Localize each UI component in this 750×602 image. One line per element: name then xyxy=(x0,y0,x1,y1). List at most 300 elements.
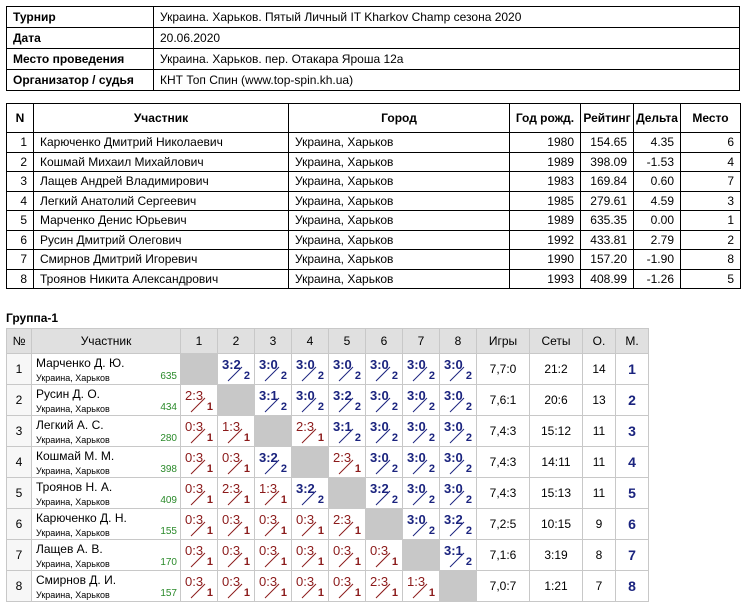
match-points: 1 xyxy=(354,587,361,599)
match-result-cell xyxy=(218,540,255,571)
participant-city: Украина, Харьков xyxy=(289,172,510,192)
match-set-score: 3:1 xyxy=(333,419,352,434)
match-set-score: 3:0 xyxy=(370,419,389,434)
match-set-score: 0:3 xyxy=(259,543,278,558)
participant-city: Украина, Харьков xyxy=(289,269,510,289)
match-result-cell xyxy=(403,354,440,385)
match-result-cell xyxy=(366,571,403,602)
match-result-cell xyxy=(218,447,255,478)
match-points: 2 xyxy=(391,432,398,444)
match-points: 1 xyxy=(391,556,398,568)
group-header-11: Сеты xyxy=(530,329,583,354)
participant-rating: 169.84 xyxy=(581,172,634,192)
match-points: 2 xyxy=(354,432,361,444)
diagonal-cell xyxy=(440,571,477,602)
group-points: 11 xyxy=(583,478,616,509)
diagonal-cell xyxy=(366,509,403,540)
match-set-score: 3:0 xyxy=(407,357,426,372)
group-player-cell xyxy=(32,385,181,416)
group-points: 11 xyxy=(583,416,616,447)
participant-name: Марченко Денис Юрьевич xyxy=(34,211,289,231)
group-place: 5 xyxy=(616,478,649,509)
group-player-rating: 635 xyxy=(160,371,177,382)
match-result-cell xyxy=(181,447,218,478)
group-header-9: 8 xyxy=(440,329,477,354)
match-points: 1 xyxy=(428,587,435,599)
match-result-cell xyxy=(181,478,218,509)
participant-row xyxy=(7,250,741,270)
match-result-cell xyxy=(218,478,255,509)
group-player-name: Смирнов Д. И. xyxy=(36,573,117,587)
group-player-name: Карюченко Д. Н. xyxy=(36,511,127,525)
match-set-score: 3:1 xyxy=(444,543,463,558)
participant-name: Карюченко Дмитрий Николаевич xyxy=(34,133,289,153)
info-row xyxy=(7,49,740,70)
participant-row xyxy=(7,133,741,153)
match-set-score: 3:1 xyxy=(259,388,278,403)
match-score xyxy=(366,385,402,415)
match-set-score: 0:3 xyxy=(185,450,204,465)
header-rating: Рейтинг xyxy=(581,104,634,133)
match-points: 1 xyxy=(317,556,324,568)
match-points: 2 xyxy=(465,432,472,444)
match-result-cell xyxy=(440,354,477,385)
match-set-score: 0:3 xyxy=(185,543,204,558)
participant-row xyxy=(7,269,741,289)
match-set-score: 3:0 xyxy=(370,388,389,403)
match-points: 1 xyxy=(280,587,287,599)
match-result-cell xyxy=(403,571,440,602)
group-sets: 14:11 xyxy=(530,447,583,478)
match-points: 2 xyxy=(465,525,472,537)
match-score xyxy=(403,509,439,539)
participant-row xyxy=(7,230,741,250)
group-header-10: Игры xyxy=(477,329,530,354)
match-result-cell xyxy=(403,416,440,447)
match-score xyxy=(181,447,217,477)
group-sets: 20:6 xyxy=(530,385,583,416)
info-value: КНТ Топ Спин (www.top-spin.kh.ua) xyxy=(154,70,740,91)
group-player-city: Украина, Харьков xyxy=(36,590,110,600)
group-place: 1 xyxy=(616,354,649,385)
match-score xyxy=(440,447,476,477)
group-games: 7,7:0 xyxy=(477,354,530,385)
match-score xyxy=(255,571,291,601)
match-points: 2 xyxy=(391,494,398,506)
group-points: 13 xyxy=(583,385,616,416)
match-result-cell xyxy=(218,571,255,602)
info-value: Украина. Харьков. пер. Отакара Яроша 12а xyxy=(154,49,740,70)
participant-place: 3 xyxy=(681,191,741,211)
participant-delta: 2.79 xyxy=(634,230,681,250)
group-player-cell xyxy=(32,540,181,571)
group-games: 7,6:1 xyxy=(477,385,530,416)
match-result-cell xyxy=(403,447,440,478)
participant-delta: -1.26 xyxy=(634,269,681,289)
match-set-score: 0:3 xyxy=(222,512,241,527)
match-points: 2 xyxy=(317,401,324,413)
match-result-cell xyxy=(218,416,255,447)
group-games: 7,1:6 xyxy=(477,540,530,571)
match-points: 2 xyxy=(280,401,287,413)
match-score xyxy=(440,385,476,415)
participant-place: 7 xyxy=(681,172,741,192)
group-games: 7,4:3 xyxy=(477,447,530,478)
group-sets: 15:13 xyxy=(530,478,583,509)
match-points: 1 xyxy=(206,525,213,537)
participant-name: Смирнов Дмитрий Игоревич xyxy=(34,250,289,270)
participant-delta: 4.59 xyxy=(634,191,681,211)
match-set-score: 2:3 xyxy=(333,512,352,527)
match-set-score: 0:3 xyxy=(370,543,389,558)
match-set-score: 2:3 xyxy=(222,481,241,496)
match-set-score: 0:3 xyxy=(296,574,315,589)
match-result-cell xyxy=(366,354,403,385)
match-points: 1 xyxy=(206,463,213,475)
match-points: 1 xyxy=(280,494,287,506)
match-score xyxy=(440,478,476,508)
match-score xyxy=(403,385,439,415)
match-score xyxy=(403,416,439,446)
group-row xyxy=(7,416,649,447)
match-points: 2 xyxy=(391,370,398,382)
participant-place: 2 xyxy=(681,230,741,250)
group-player-city: Украина, Харьков xyxy=(36,435,110,445)
participant-name: Кошмай Михаил Михайлович xyxy=(34,152,289,172)
group-place: 4 xyxy=(616,447,649,478)
match-set-score: 3:2 xyxy=(333,388,352,403)
group-points: 14 xyxy=(583,354,616,385)
participant-delta: -1.90 xyxy=(634,250,681,270)
match-set-score: 3:0 xyxy=(333,357,352,372)
match-result-cell xyxy=(366,385,403,416)
participant-rating: 157.20 xyxy=(581,250,634,270)
match-set-score: 3:0 xyxy=(370,450,389,465)
match-score xyxy=(218,540,254,570)
group-row-number: 6 xyxy=(7,509,32,540)
group-header-5: 4 xyxy=(292,329,329,354)
group-player-rating: 280 xyxy=(160,433,177,444)
match-result-cell xyxy=(292,416,329,447)
match-result-cell xyxy=(440,416,477,447)
match-points: 2 xyxy=(465,556,472,568)
match-set-score: 3:2 xyxy=(370,481,389,496)
group-player-name: Легкий А. С. xyxy=(36,418,104,432)
match-points: 1 xyxy=(206,494,213,506)
participant-number: 8 xyxy=(7,269,34,289)
group-row-number: 1 xyxy=(7,354,32,385)
group-games: 7,0:7 xyxy=(477,571,530,602)
group-player-cell xyxy=(32,571,181,602)
match-points: 2 xyxy=(428,463,435,475)
participant-city: Украина, Харьков xyxy=(289,133,510,153)
group-row xyxy=(7,447,649,478)
match-score xyxy=(292,571,328,601)
match-score xyxy=(292,509,328,539)
group-header-6: 5 xyxy=(329,329,366,354)
info-row xyxy=(7,7,740,28)
info-value: Украина. Харьков. Пятый Личный IT Kharkov Champ сезона 2020 xyxy=(154,7,740,28)
group-header-row xyxy=(7,329,649,354)
participant-name: Троянов Никита Александрович xyxy=(34,269,289,289)
group-header-4: 3 xyxy=(255,329,292,354)
match-points: 2 xyxy=(428,432,435,444)
group-row xyxy=(7,509,649,540)
group-player-rating: 409 xyxy=(160,495,177,506)
group-row-number: 2 xyxy=(7,385,32,416)
match-points: 2 xyxy=(354,401,361,413)
group-header-1: Участник xyxy=(32,329,181,354)
match-result-cell xyxy=(292,354,329,385)
group-row xyxy=(7,354,649,385)
match-set-score: 3:0 xyxy=(407,512,426,527)
match-set-score: 3:0 xyxy=(407,419,426,434)
match-score xyxy=(366,571,402,601)
match-score xyxy=(366,540,402,570)
match-points: 2 xyxy=(317,494,324,506)
group-sets: 10:15 xyxy=(530,509,583,540)
participant-place: 4 xyxy=(681,152,741,172)
match-result-cell xyxy=(181,571,218,602)
participants-header-row xyxy=(7,104,741,133)
match-set-score: 0:3 xyxy=(185,419,204,434)
match-score xyxy=(292,354,328,384)
match-score xyxy=(181,416,217,446)
match-result-cell xyxy=(255,509,292,540)
diagonal-cell xyxy=(292,447,329,478)
group-player-cell xyxy=(32,354,181,385)
group-games: 7,4:3 xyxy=(477,478,530,509)
group-player-cell xyxy=(32,478,181,509)
diagonal-cell xyxy=(181,354,218,385)
info-label: Организатор / судья xyxy=(7,70,154,91)
match-result-cell xyxy=(329,354,366,385)
match-set-score: 0:3 xyxy=(185,574,204,589)
participant-city: Украина, Харьков xyxy=(289,191,510,211)
participant-city: Украина, Харьков xyxy=(289,250,510,270)
match-points: 2 xyxy=(391,401,398,413)
match-points: 2 xyxy=(465,494,472,506)
match-points: 2 xyxy=(317,370,324,382)
group-player-cell xyxy=(32,509,181,540)
match-set-score: 2:3 xyxy=(370,574,389,589)
match-points: 2 xyxy=(465,463,472,475)
match-points: 1 xyxy=(243,556,250,568)
match-points: 1 xyxy=(243,463,250,475)
match-result-cell xyxy=(255,354,292,385)
group-points: 11 xyxy=(583,447,616,478)
match-set-score: 3:0 xyxy=(444,357,463,372)
group-row xyxy=(7,478,649,509)
match-result-cell xyxy=(181,416,218,447)
group-player-city: Украина, Харьков xyxy=(36,466,110,476)
match-points: 2 xyxy=(354,370,361,382)
match-set-score: 1:3 xyxy=(222,419,241,434)
participant-birth-year: 1989 xyxy=(510,152,581,172)
match-result-cell xyxy=(440,385,477,416)
match-score xyxy=(329,509,365,539)
match-score xyxy=(181,540,217,570)
match-score xyxy=(329,447,365,477)
participant-birth-year: 1983 xyxy=(510,172,581,192)
match-set-score: 0:3 xyxy=(222,543,241,558)
match-result-cell xyxy=(218,354,255,385)
group-row-number: 4 xyxy=(7,447,32,478)
match-result-cell xyxy=(366,478,403,509)
group-points: 7 xyxy=(583,571,616,602)
group-points: 9 xyxy=(583,509,616,540)
group-header-2: 1 xyxy=(181,329,218,354)
match-set-score: 3:0 xyxy=(407,450,426,465)
header-participant: Участник xyxy=(34,104,289,133)
group-points: 8 xyxy=(583,540,616,571)
match-result-cell xyxy=(366,447,403,478)
group-player-rating: 398 xyxy=(160,464,177,475)
group-row xyxy=(7,385,649,416)
group-player-name: Лащев А. В. xyxy=(36,542,103,556)
group-row-number: 8 xyxy=(7,571,32,602)
header-city: Город xyxy=(289,104,510,133)
match-points: 1 xyxy=(354,525,361,537)
match-score xyxy=(440,540,476,570)
match-result-cell xyxy=(292,509,329,540)
group-player-name: Марченко Д. Ю. xyxy=(36,356,125,370)
group-header-0: № xyxy=(7,329,32,354)
match-points: 1 xyxy=(280,556,287,568)
group-place: 2 xyxy=(616,385,649,416)
tournament-info-table xyxy=(6,6,740,91)
participant-row xyxy=(7,152,741,172)
match-score xyxy=(292,540,328,570)
match-result-cell xyxy=(255,447,292,478)
group-place: 3 xyxy=(616,416,649,447)
group-player-rating: 434 xyxy=(160,402,177,413)
group-games: 7,2:5 xyxy=(477,509,530,540)
participant-row xyxy=(7,191,741,211)
match-score xyxy=(218,478,254,508)
participant-delta: 0.60 xyxy=(634,172,681,192)
match-points: 2 xyxy=(280,370,287,382)
match-set-score: 0:3 xyxy=(296,512,315,527)
match-points: 2 xyxy=(243,370,250,382)
participant-place: 1 xyxy=(681,211,741,231)
group-player-rating: 157 xyxy=(160,588,177,599)
info-row xyxy=(7,70,740,91)
group-player-name: Кошмай М. М. xyxy=(36,449,115,463)
match-score xyxy=(403,447,439,477)
match-points: 1 xyxy=(206,432,213,444)
participant-row xyxy=(7,211,741,231)
match-result-cell xyxy=(218,509,255,540)
match-set-score: 3:0 xyxy=(407,481,426,496)
match-result-cell xyxy=(440,509,477,540)
match-score xyxy=(329,354,365,384)
header-birth-year: Год рожд. xyxy=(510,104,581,133)
match-points: 1 xyxy=(243,494,250,506)
match-score xyxy=(366,447,402,477)
participant-number: 5 xyxy=(7,211,34,231)
match-result-cell xyxy=(403,385,440,416)
participant-number: 4 xyxy=(7,191,34,211)
group-player-city: Украина, Харьков xyxy=(36,497,110,507)
match-points: 2 xyxy=(428,401,435,413)
match-score xyxy=(255,509,291,539)
match-result-cell xyxy=(440,447,477,478)
match-result-cell xyxy=(181,385,218,416)
match-set-score: 3:0 xyxy=(407,388,426,403)
participant-birth-year: 1985 xyxy=(510,191,581,211)
match-set-score: 0:3 xyxy=(259,574,278,589)
match-points: 1 xyxy=(206,587,213,599)
participant-number: 3 xyxy=(7,172,34,192)
match-result-cell xyxy=(329,447,366,478)
match-set-score: 3:2 xyxy=(296,481,315,496)
match-score xyxy=(366,478,402,508)
match-points: 2 xyxy=(280,463,287,475)
participant-number: 6 xyxy=(7,230,34,250)
match-result-cell xyxy=(181,509,218,540)
info-label: Дата xyxy=(7,28,154,49)
group-row xyxy=(7,540,649,571)
match-set-score: 1:3 xyxy=(407,574,426,589)
match-score xyxy=(366,416,402,446)
match-points: 2 xyxy=(465,370,472,382)
match-result-cell xyxy=(181,540,218,571)
match-set-score: 3:2 xyxy=(444,512,463,527)
match-points: 2 xyxy=(428,370,435,382)
diagonal-cell xyxy=(218,385,255,416)
match-result-cell xyxy=(255,385,292,416)
group-row xyxy=(7,571,649,602)
group-sets: 1:21 xyxy=(530,571,583,602)
diagonal-cell xyxy=(255,416,292,447)
group-row-number: 5 xyxy=(7,478,32,509)
group-player-name: Троянов Н. А. xyxy=(36,480,113,494)
match-score xyxy=(255,447,291,477)
participant-rating: 154.65 xyxy=(581,133,634,153)
match-score xyxy=(218,509,254,539)
participant-delta: -1.53 xyxy=(634,152,681,172)
match-set-score: 0:3 xyxy=(333,574,352,589)
group-sets: 3:19 xyxy=(530,540,583,571)
match-set-score: 0:3 xyxy=(185,481,204,496)
match-result-cell xyxy=(329,385,366,416)
match-result-cell xyxy=(329,540,366,571)
group-sets: 21:2 xyxy=(530,354,583,385)
match-result-cell xyxy=(440,540,477,571)
match-points: 1 xyxy=(206,556,213,568)
group-header-7: 6 xyxy=(366,329,403,354)
match-score xyxy=(440,509,476,539)
group-row-number: 3 xyxy=(7,416,32,447)
match-set-score: 3:0 xyxy=(444,388,463,403)
participant-place: 5 xyxy=(681,269,741,289)
participant-name: Легкий Анатолий Сергеевич xyxy=(34,191,289,211)
participant-rating: 408.99 xyxy=(581,269,634,289)
participant-rating: 433.81 xyxy=(581,230,634,250)
match-score xyxy=(292,416,328,446)
participant-birth-year: 1990 xyxy=(510,250,581,270)
participant-name: Русин Дмитрий Олегович xyxy=(34,230,289,250)
participant-number: 1 xyxy=(7,133,34,153)
match-points: 1 xyxy=(243,587,250,599)
participant-delta: 0.00 xyxy=(634,211,681,231)
match-score xyxy=(329,385,365,415)
match-set-score: 3:0 xyxy=(259,357,278,372)
group-results-table xyxy=(6,328,649,602)
match-score xyxy=(403,571,439,601)
match-points: 2 xyxy=(465,401,472,413)
